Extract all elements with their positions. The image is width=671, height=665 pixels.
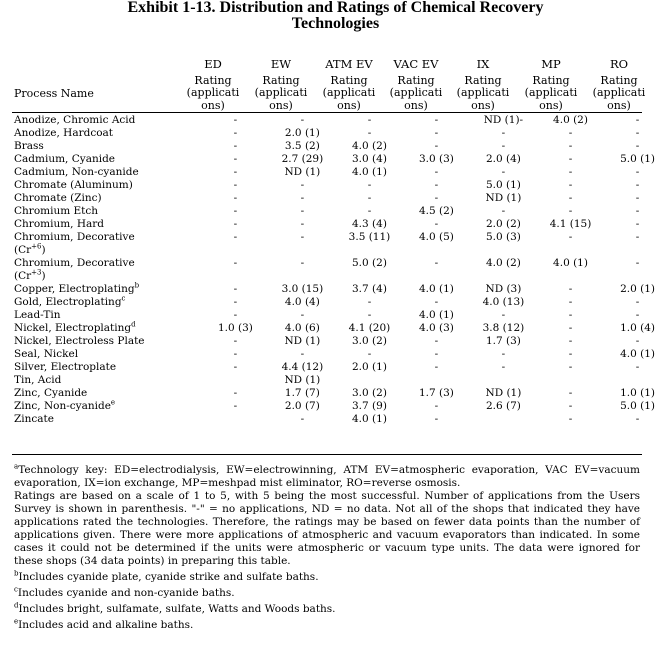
table-row xyxy=(12,114,671,127)
rating-cell: - xyxy=(233,114,238,126)
rating-cell xyxy=(470,413,537,426)
rating-cell: - xyxy=(568,322,573,334)
rating-cell: - xyxy=(501,140,506,152)
footnote-d: $^d$Includes bright, sulfamate, sulfate, Watts and Woods baths. xyxy=(14,601,336,615)
rating-cell: 2.0 (4) xyxy=(485,153,521,165)
rating-cell: - xyxy=(635,218,640,230)
table-row xyxy=(12,257,671,283)
rating-cell: 1.7 (7) xyxy=(284,387,320,399)
process-name-cell: Lead-Tin xyxy=(14,309,61,321)
rating-cell: 4.0 (6) xyxy=(284,322,320,334)
rating-cell: - xyxy=(300,348,305,360)
rating-cell: - xyxy=(635,192,640,204)
column-rating-label: Rating xyxy=(464,73,502,87)
rating-cell: 4.0 (1) xyxy=(418,283,454,295)
column-header-2 xyxy=(318,58,380,112)
rating-cell: 3.7 (9) xyxy=(352,400,387,412)
table-row xyxy=(12,179,671,192)
rating-cell xyxy=(604,374,671,387)
note-technology-key: $^a$Technology key: ED=electrodialysis, EW=electrowinning, ATM EV=atmospheric evaporation, VAC EV=vacuum evaporation, IX=ion exchange, MP=meshpad mist eliminator, RO=reverse osmosis. xyxy=(14,462,640,489)
rating-cell: - xyxy=(233,361,238,373)
rating-cell: - xyxy=(434,166,439,178)
process-name-cell: Cadmium, Cyanide xyxy=(14,153,116,165)
rating-cell: - xyxy=(233,166,238,178)
rating-cell: - xyxy=(300,114,305,126)
rating-cell: ND (3) xyxy=(485,283,522,295)
rating-cell: - xyxy=(635,179,640,191)
rating-cell: 3.0 (15) xyxy=(281,283,324,295)
process-name-cell: Silver, Electroplate xyxy=(14,361,117,373)
table-row xyxy=(12,205,671,218)
rating-cell: - xyxy=(233,179,238,191)
rating-cell: 4.0 (1) xyxy=(418,309,454,321)
title-line-2: Technologies xyxy=(291,15,380,32)
rating-cell: 2.0 (2) xyxy=(485,218,521,230)
column-abbr: ED xyxy=(204,57,222,71)
rating-cell: 4.0 (4) xyxy=(284,296,320,308)
column-abbr: RO xyxy=(609,57,629,71)
rating-cell: - xyxy=(233,192,238,204)
table-row xyxy=(12,335,671,348)
rating-cell: - xyxy=(434,218,439,230)
rating-cell: - xyxy=(568,140,573,152)
column-abbr: MP xyxy=(541,57,561,71)
rating-cell: 4.0 (3) xyxy=(418,322,454,334)
process-name-cell: Chromate (Aluminum) xyxy=(14,179,133,191)
rating-cell: - xyxy=(434,348,439,360)
rating-cell: - xyxy=(367,114,372,126)
rating-cell: - xyxy=(568,153,573,165)
rating-cell: - xyxy=(568,335,573,347)
title-line-1: Exhibit 1-13. Distribution and Ratings of Chemical Recovery xyxy=(127,0,544,16)
table-row xyxy=(12,361,671,374)
rating-cell: - xyxy=(568,348,573,360)
column-applications-label-cont: ons) xyxy=(269,98,293,112)
rating-cell: 5.0 (2) xyxy=(352,257,387,269)
rating-cell: - xyxy=(568,205,573,217)
column-rating-label: Rating xyxy=(194,73,232,87)
rating-cell: - xyxy=(568,413,573,425)
rating-cell: - xyxy=(300,205,305,217)
table-row xyxy=(12,413,671,426)
rating-cell xyxy=(403,374,470,387)
rating-cell: - xyxy=(233,283,238,295)
rating-cell: - xyxy=(233,387,238,399)
rating-cell: - xyxy=(434,140,439,152)
rating-cell: - xyxy=(233,205,238,217)
table-row xyxy=(12,400,671,413)
rating-cell: - xyxy=(233,140,238,152)
rating-cell: ND (1) xyxy=(284,374,321,386)
column-rating-label: Rating xyxy=(262,73,300,87)
rating-cell: - xyxy=(501,348,506,360)
rating-cell: - xyxy=(300,413,305,425)
rating-cell: - xyxy=(233,309,238,321)
column-applications-label-cont: ons) xyxy=(471,98,495,112)
rating-cell: - xyxy=(635,257,640,269)
rating-cell xyxy=(537,374,604,387)
rating-cell: 3.0 (4) xyxy=(352,153,387,165)
rating-cell: 4.5 (2) xyxy=(418,205,454,217)
rating-cell: - xyxy=(367,348,372,360)
rating-cell: 4.0 (2) xyxy=(485,257,521,269)
rating-cell: - xyxy=(635,335,640,347)
rating-cell: 4.0 (2) xyxy=(352,140,387,152)
rating-cell xyxy=(336,374,403,387)
rating-cell: 2.0 (1) xyxy=(620,283,655,295)
column-applications-label: (applicati xyxy=(592,86,646,99)
table-row xyxy=(12,296,671,309)
rating-cell: - xyxy=(434,257,439,269)
rating-cell: - xyxy=(367,179,372,191)
table-row xyxy=(12,140,671,153)
rating-cell: ND (1) xyxy=(485,192,522,204)
rating-cell: 4.1 (20) xyxy=(348,322,391,334)
column-header-0 xyxy=(182,58,244,112)
rating-cell: - xyxy=(434,179,439,191)
rating-cell: - xyxy=(434,400,439,412)
rating-cell: - xyxy=(568,296,573,308)
process-name-cell: Zincate xyxy=(14,413,54,425)
process-name-cell: Tin, Acid xyxy=(14,374,62,386)
rating-cell: - xyxy=(434,296,439,308)
rating-cell: 5.0 (1) xyxy=(620,400,655,412)
table-row xyxy=(12,127,671,140)
process-name-cell: Chromium Etch xyxy=(14,205,99,217)
footnote-e: $^e$Includes acid and alkaline baths. xyxy=(14,617,194,631)
rating-cell: 4.0 (1) xyxy=(620,348,655,360)
footnote-b: $^b$Includes cyanide plate, cyanide strike and sulfate baths. xyxy=(14,569,319,583)
rating-cell: - xyxy=(635,296,640,308)
rating-cell: - xyxy=(635,231,640,243)
column-applications-label-cont: ons) xyxy=(539,98,563,112)
process-name-cell: Zinc, Non-cyanide$^e$ xyxy=(14,398,116,412)
column-header-6 xyxy=(588,58,650,112)
column-header-1 xyxy=(250,58,312,112)
ratings-table xyxy=(12,114,671,426)
rating-cell: - xyxy=(300,218,305,230)
rating-cell: - xyxy=(434,114,439,126)
rating-cell: - xyxy=(233,400,238,412)
rating-cell: 1.0 (4) xyxy=(620,322,655,334)
rating-cell: - xyxy=(233,296,238,308)
rating-cell: - xyxy=(233,218,238,230)
rating-cell: 3.7 (4) xyxy=(352,283,387,295)
rating-cell: 3.0 (2) xyxy=(352,387,387,399)
rating-cell: - xyxy=(501,166,506,178)
column-header-3 xyxy=(385,58,447,112)
rating-cell: 3.0 (3) xyxy=(418,153,454,165)
rating-cell: - xyxy=(233,335,238,347)
process-name-cell: Copper, Electroplating$^b$ xyxy=(14,281,140,295)
rating-cell: - xyxy=(434,361,439,373)
rating-cell: 1.7 (3) xyxy=(418,387,454,399)
table-row xyxy=(12,283,671,296)
rating-cell: - xyxy=(367,127,372,139)
rating-cell: 3.8 (12) xyxy=(482,322,525,334)
rating-cell: - xyxy=(568,400,573,412)
process-name-cell: Chromium, Hard xyxy=(14,218,105,230)
process-name-cell: Brass xyxy=(14,140,44,152)
rating-cell: - xyxy=(300,231,305,243)
column-applications-label: (applicati xyxy=(254,86,308,99)
rating-cell: ND (1)- xyxy=(483,114,524,126)
rating-cell: - xyxy=(367,296,372,308)
column-applications-label: (applicati xyxy=(389,86,443,99)
rating-cell xyxy=(202,374,269,387)
rating-cell: - xyxy=(300,257,305,269)
rating-cell: - xyxy=(367,205,372,217)
rating-cell: - xyxy=(635,127,640,139)
table-row xyxy=(12,309,671,322)
rating-cell: 2.0 (1) xyxy=(352,361,387,373)
rating-cell: - xyxy=(568,166,573,178)
rating-cell: - xyxy=(367,309,372,321)
column-header-5 xyxy=(520,58,582,112)
process-name-cell: Seal, Nickel xyxy=(14,348,79,360)
rating-cell: - xyxy=(233,127,238,139)
column-rating-label: Rating xyxy=(600,73,638,87)
table-row xyxy=(12,374,671,387)
rating-cell: 3.5 (11) xyxy=(348,231,391,243)
rating-cell: 4.0 (2) xyxy=(553,114,588,126)
rating-cell: - xyxy=(568,387,573,399)
rating-cell: 4.3 (4) xyxy=(352,218,387,230)
process-name-header: Process Name xyxy=(14,87,94,100)
table-row xyxy=(12,192,671,205)
rating-cell: - xyxy=(434,127,439,139)
process-name-cell: Chromate (Zinc) xyxy=(14,192,102,204)
rating-cell: 4.1 (15) xyxy=(549,218,592,230)
table-row xyxy=(12,348,671,361)
process-name-cell: Cadmium, Non-cyanide xyxy=(14,166,139,178)
rating-cell: 3.0 (2) xyxy=(352,335,387,347)
rating-cell: - xyxy=(300,309,305,321)
exhibit-title xyxy=(0,0,671,32)
column-abbr: EW xyxy=(270,57,292,71)
rating-cell: 4.0 (1) xyxy=(553,257,588,269)
rating-cell: 1.0 (3) xyxy=(217,322,253,334)
process-name-cell: Zinc, Cyanide xyxy=(14,387,88,399)
rating-cell: ND (1) xyxy=(284,335,321,347)
rating-cell: - xyxy=(434,192,439,204)
column-rating-label: Rating xyxy=(330,73,368,87)
column-applications-label: (applicati xyxy=(186,86,240,99)
column-applications-label-cont: ons) xyxy=(201,98,225,112)
rating-cell: - xyxy=(635,114,640,126)
column-abbr: ATM EV xyxy=(325,57,373,71)
rating-cell: - xyxy=(568,127,573,139)
rating-cell: - xyxy=(635,140,640,152)
table-notes xyxy=(14,464,640,632)
rating-cell: ND (1) xyxy=(284,166,321,178)
footnote-c: $^c$Includes cyanide and non-cyanide baths. xyxy=(14,585,235,599)
rating-cell: - xyxy=(367,192,372,204)
process-name-cell: Anodize, Hardcoat xyxy=(14,127,114,139)
column-applications-label: (applicati xyxy=(456,86,510,99)
rating-cell: - xyxy=(501,127,506,139)
rating-cell: - xyxy=(501,361,506,373)
table-row xyxy=(12,322,671,335)
process-name-cell: Chromium, Decorative $(Cr^{+6})$ xyxy=(14,231,135,256)
rating-cell: 2.0 (7) xyxy=(284,400,320,412)
table-row xyxy=(12,231,671,257)
rating-cell: - xyxy=(635,361,640,373)
rating-cell: - xyxy=(233,231,238,243)
column-applications-label: (applicati xyxy=(322,86,376,99)
rating-cell: - xyxy=(568,361,573,373)
rating-cell: - xyxy=(233,153,238,165)
process-name-cell: Anodize, Chromic Acid xyxy=(14,114,136,126)
rating-cell: - xyxy=(300,192,305,204)
rating-cell: 2.6 (7) xyxy=(485,400,521,412)
rating-cell: - xyxy=(635,166,640,178)
rating-cell: - xyxy=(568,309,573,321)
rating-cell: 3.5 (2) xyxy=(284,140,320,152)
process-name-cell: Gold, Electroplating$^c$ xyxy=(14,294,126,308)
rating-cell: - xyxy=(501,205,506,217)
column-applications-label-cont: ons) xyxy=(404,98,428,112)
column-rating-label: Rating xyxy=(397,73,435,87)
rating-cell: - xyxy=(434,335,439,347)
process-name-cell: Nickel, Electroless Plate xyxy=(14,335,145,347)
table-row xyxy=(12,218,671,231)
rating-cell: - xyxy=(635,413,640,425)
rating-cell: - xyxy=(233,348,238,360)
column-applications-label-cont: ons) xyxy=(337,98,361,112)
rating-cell: 5.0 (1) xyxy=(485,179,521,191)
rating-cell: - xyxy=(568,283,573,295)
rating-cell: 5.0 (1) xyxy=(620,153,655,165)
rating-cell: 2.7 (29) xyxy=(281,153,324,165)
note-ratings: Ratings are based on a scale of 1 to 5, with 5 being the most successful. Number of applications from the Users Survey is shown in parenthesis. "-" = no applications, ND = no data. Not all of the shops that indicated they have applications rated the technologies. Therefore, the ratings may be based on fewer data points than the number of applications given. There were more applications of atmospheric and vacuum evaporators than indicated. In some cases it could not be determined if the units were atmospheric or vacuum type units. The data were ignored for these shops (34 data points) in preparing this table. xyxy=(14,490,640,567)
process-name-cell: Chromium, Decorative $(Cr^{+3})$ xyxy=(14,257,135,282)
column-applications-label: (applicati xyxy=(524,86,578,99)
rating-cell: 1.7 (3) xyxy=(485,335,521,347)
rating-cell: - xyxy=(568,192,573,204)
rating-cell xyxy=(470,374,537,387)
rating-cell: - xyxy=(501,309,506,321)
table-row xyxy=(12,153,671,166)
rating-cell: 1.0 (1) xyxy=(620,387,655,399)
rating-cell: 4.0 (1) xyxy=(352,413,387,425)
header-divider xyxy=(12,112,642,113)
rating-cell: - xyxy=(635,309,640,321)
rating-cell: 4.0 (5) xyxy=(418,231,454,243)
rating-cell: 4.0 (1) xyxy=(352,166,387,178)
column-rating-label: Rating xyxy=(532,73,570,87)
rating-cell: - xyxy=(233,257,238,269)
rating-cell: 4.4 (12) xyxy=(281,361,324,373)
rating-cell: ND (1) xyxy=(485,387,522,399)
rating-cell: - xyxy=(635,205,640,217)
rating-cell: - xyxy=(300,179,305,191)
column-abbr: VAC EV xyxy=(393,57,439,71)
process-name-cell: Nickel, Electroplating$^d$ xyxy=(14,320,136,334)
rating-cell: - xyxy=(568,179,573,191)
rating-cell xyxy=(202,413,269,426)
column-applications-label-cont: ons) xyxy=(607,98,631,112)
rating-cell: 5.0 (3) xyxy=(485,231,521,243)
table-bottom-divider xyxy=(12,454,642,455)
rating-cell: 2.0 (1) xyxy=(284,127,320,139)
rating-cell: - xyxy=(434,413,439,425)
rating-cell: 4.0 (13) xyxy=(482,296,525,308)
table-row xyxy=(12,166,671,179)
rating-cell: - xyxy=(568,231,573,243)
column-abbr: IX xyxy=(476,57,490,71)
column-header-4 xyxy=(452,58,514,112)
